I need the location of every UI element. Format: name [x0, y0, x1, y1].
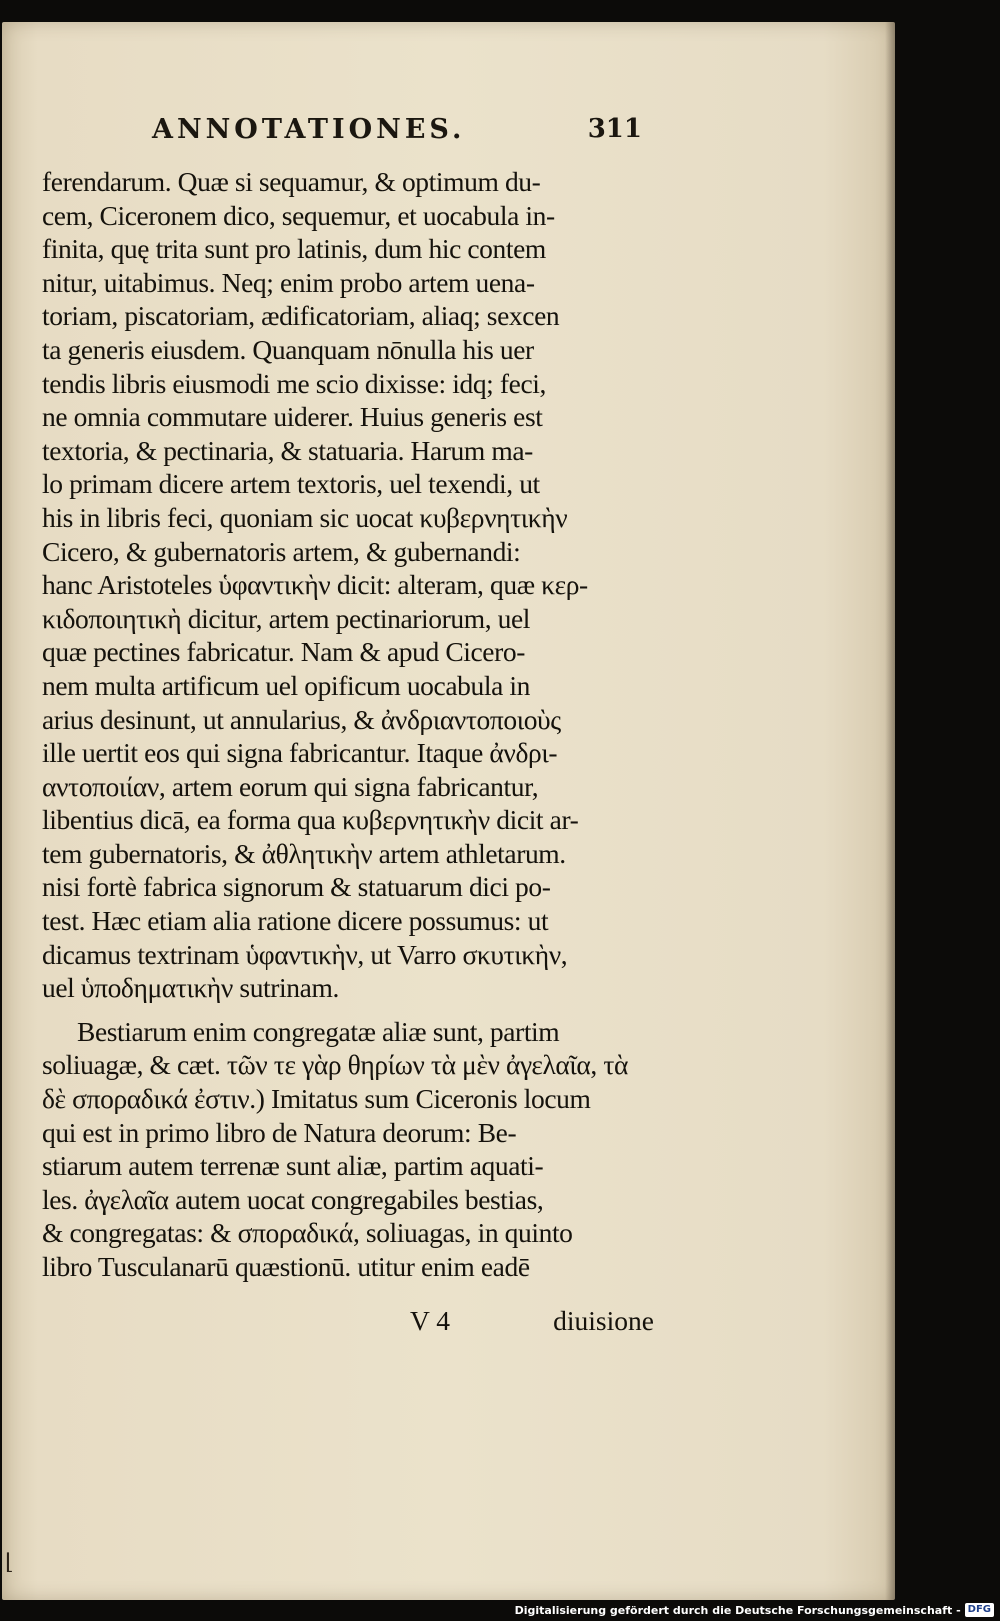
text-line: quæ pectines fabricatur. Nam & apud Cicero- [42, 636, 525, 668]
text-line: dicamus textrinam ὑφαντικὴν, ut Varro σκυτικὴν, [42, 938, 568, 970]
text-line: nisi fortè fabrica signorum & statuarum dici po- [42, 871, 551, 903]
text-line: ferendarum. Quæ si sequamur, & optimum du- [42, 166, 541, 197]
text-line: nem multa artificum uel opificum uocabula in [42, 669, 530, 701]
text-line: qui est in primo libro de Natura deorum: Be- [42, 1116, 517, 1148]
page-edge-shadow [885, 22, 895, 1600]
dfg-logo-icon: DFG [965, 1603, 994, 1617]
text-line: tendis libris eiusmodi me scio dixisse: idq; feci, [42, 367, 546, 399]
text-line: his in libris feci, quoniam sic uocat κυβερνητικὴν [42, 501, 568, 533]
text-line: arius desinunt, ut annularius, & ἀνδριαντοποιοὺς [42, 703, 561, 735]
text-line: les. ἀγελαῖα autem uocat congregabiles bestias, [42, 1183, 544, 1215]
page-header [152, 114, 642, 154]
text-line: uel ὑποδηματικὴν sutrinam. [42, 972, 339, 1004]
page-number: 311 [587, 114, 642, 144]
text-line: Cicero, & gubernatoris artem, & gubernandi: [42, 535, 521, 567]
text-line: ille uertit eos qui signa fabricantur. Itaque ἀνδρι- [42, 737, 558, 769]
text-line: test. Hæc etiam alia ratione dicere possumus: ut [42, 905, 549, 937]
text-line: finita, quę trita sunt pro latinis, dum hic contem [42, 233, 546, 265]
text-line: κιδοποιητικὴ dicitur, artem pectinariorum, uel [42, 602, 531, 634]
signature-row [42, 1305, 652, 1341]
running-head: ANNOTATIONES. [152, 114, 466, 145]
text-line: soliuagæ, & cæt. τῶν τε γὰρ θηρίων τὰ μὲν ἀγελαῖα, τὰ [42, 1049, 629, 1081]
text-line: stiarum autem terrenæ sunt aliæ, partim aquati- [42, 1150, 544, 1182]
book-page [2, 22, 895, 1600]
digitization-credit [515, 1602, 994, 1618]
credit-text: Digitalisierung gefördert durch die Deutsche Forschungsgemeinschaft - [514, 1603, 961, 1617]
text-line: textoria, & pectinaria, & statuaria. Harum ma- [42, 434, 533, 466]
text-line: δὲ σποραδικά ἐστιν.) Imitatus sum Ciceronis locum [42, 1083, 591, 1115]
text-block [42, 165, 652, 1284]
text-line: hanc Aristoteles ὑφαντικὴν dicit: alteram, quæ κερ- [42, 569, 588, 601]
text-line: Bestiarum enim congregatæ aliæ sunt, partim [77, 1015, 560, 1047]
text-line: tem gubernatoris, & ἀθλητικὴν artem athletarum. [42, 837, 566, 869]
text-line: cem, Ciceronem dico, sequemur, et uocabula in- [42, 199, 555, 231]
text-line: toriam, piscatoriam, ædificatoriam, aliaq; sexcen [42, 300, 560, 332]
paragraph-gap [42, 1005, 652, 1015]
catchword: diuisione [553, 1305, 654, 1336]
text-line: αντοποιίαν, artem eorum qui signa fabricantur, [42, 770, 539, 802]
text-line: lo primam dicere artem textoris, uel texendi, ut [42, 468, 540, 500]
text-line: & congregatas: & σποραδικά, soliuagas, in quinto [42, 1217, 573, 1249]
text-line: ne omnia commutare uiderer. Huius generis est [42, 401, 543, 433]
margin-mark-icon: ⌊ [5, 1550, 14, 1575]
text-line: nitur, uitabimus. Neq; enim probo artem uena- [42, 266, 535, 298]
signature-mark: V 4 [410, 1305, 450, 1336]
text-line: libentius dicā, ea forma qua κυβερνητικὴν dicit ar- [42, 804, 579, 836]
text-line: libro Tusculanarū quæstionū. utitur enim eadē [42, 1251, 530, 1282]
text-line: ta generis eiusdem. Quanquam nōnulla his uer [42, 333, 534, 365]
